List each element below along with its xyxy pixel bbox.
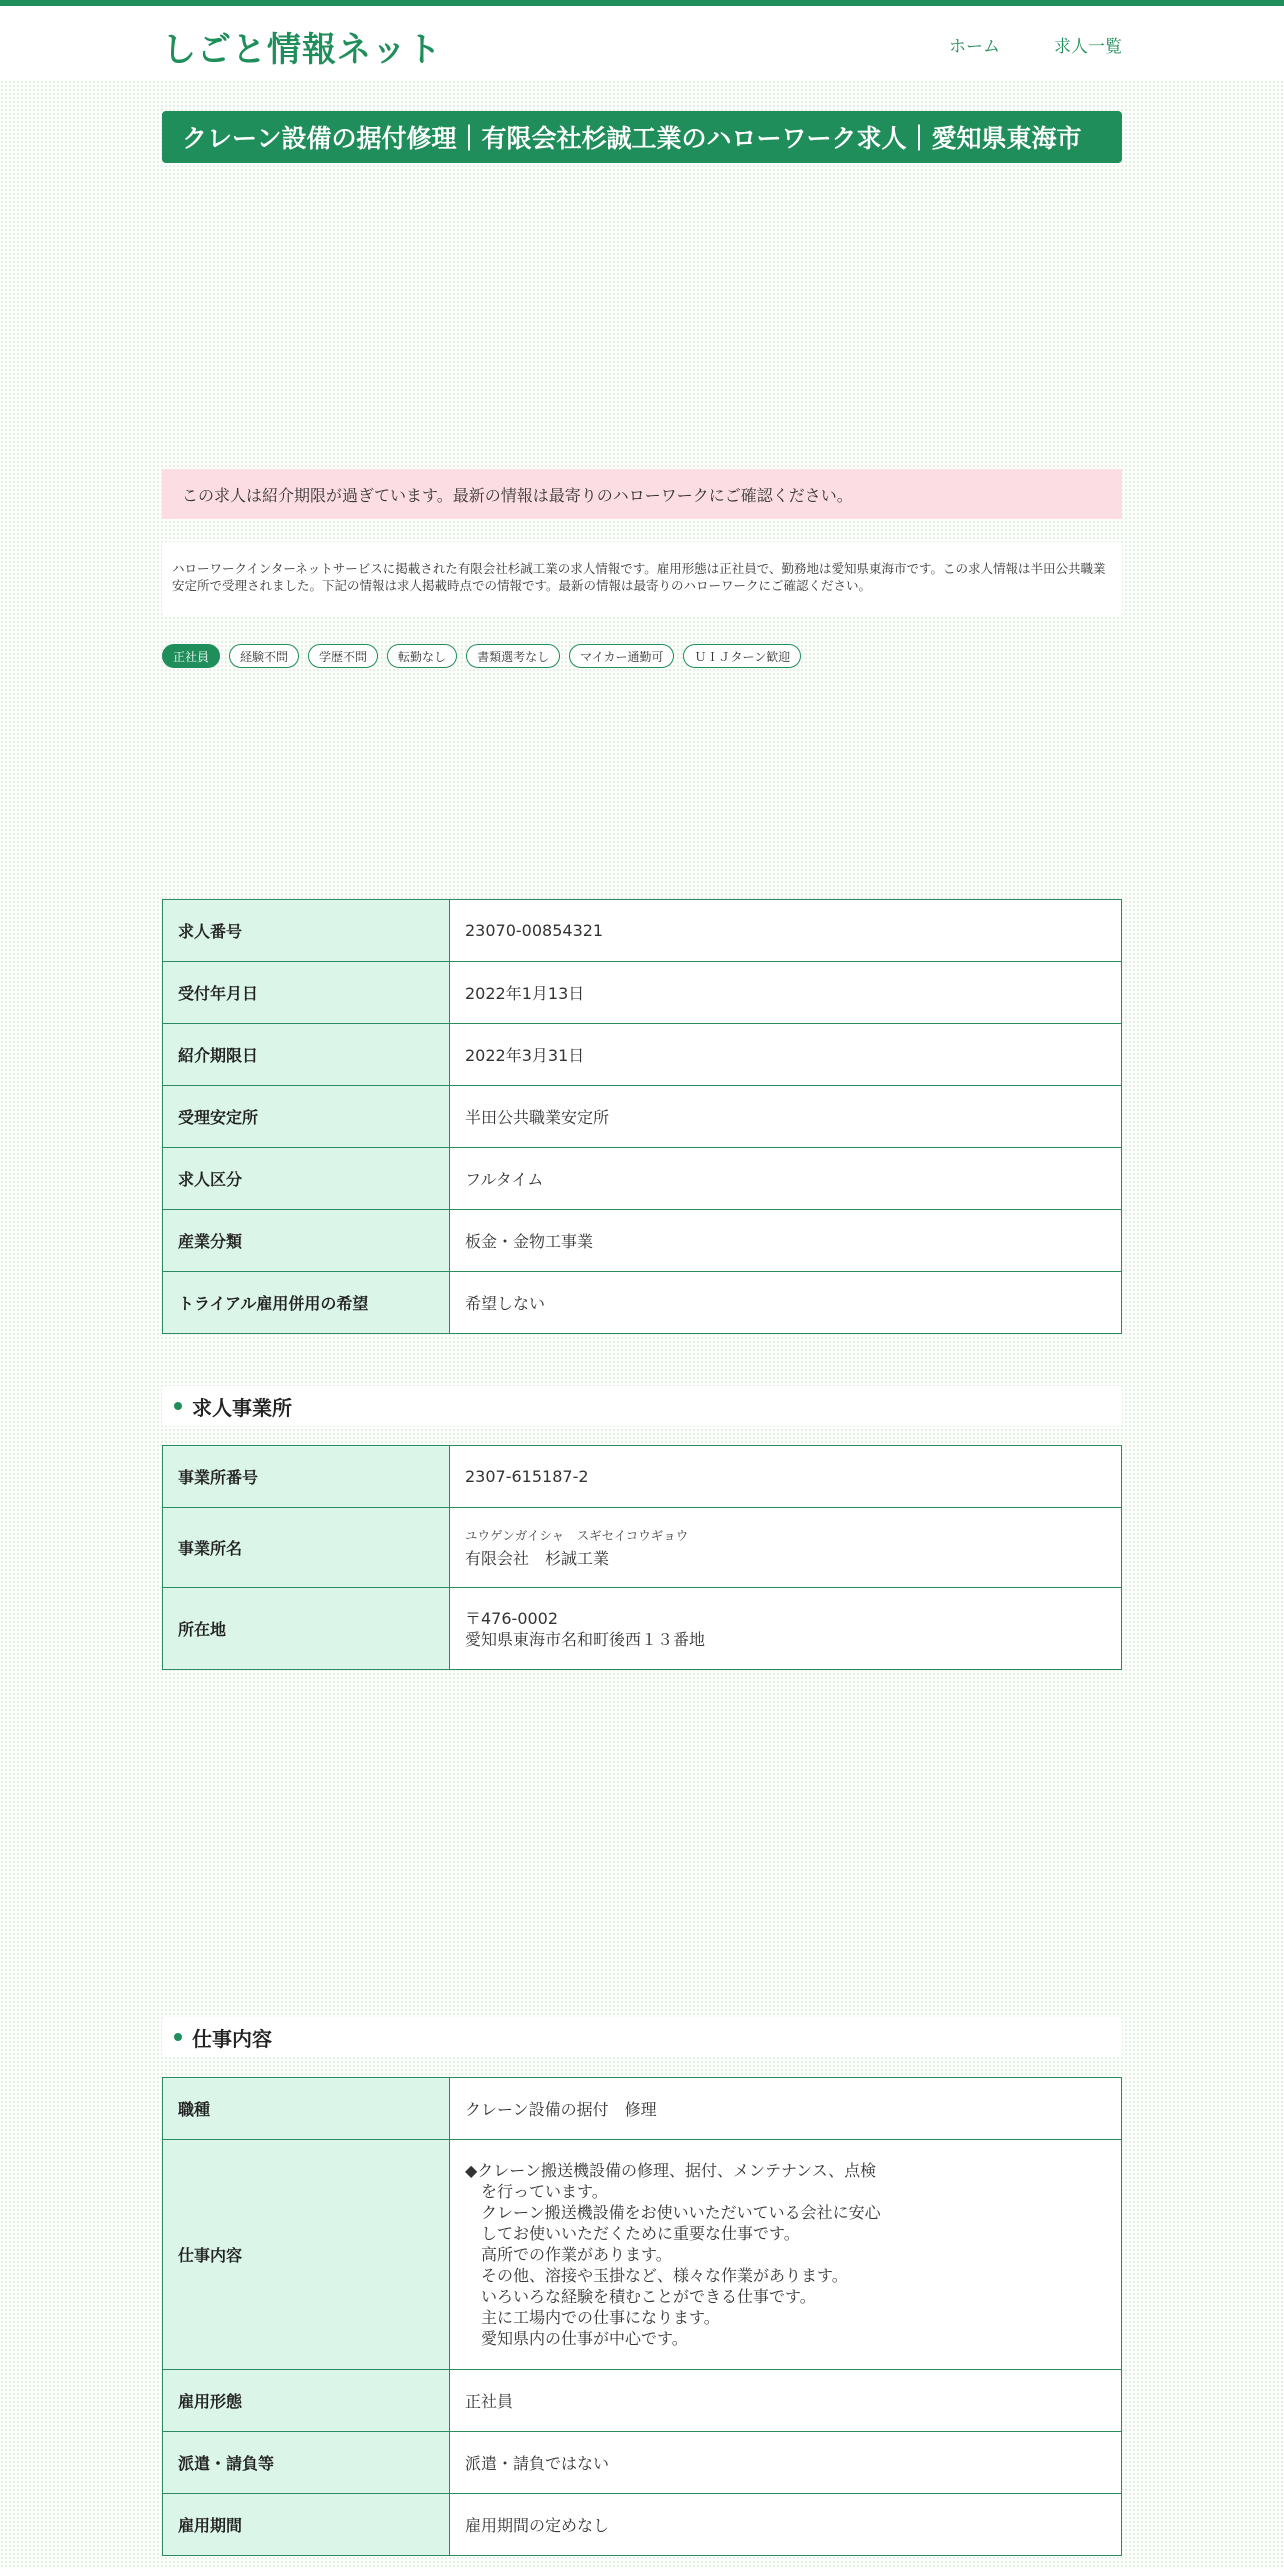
row-value: 雇用期間の定めなし [450,2494,1122,2556]
office-table [162,1445,1122,1670]
section-heading-office [162,1386,1122,1426]
tag-badge: マイカー通勤可 [569,644,674,668]
row-label: 仕事内容 [163,2140,450,2370]
tag-badge: ＵＩＪターン歓迎 [683,644,801,668]
postal-code: 〒476-0002 [465,1608,559,1628]
table-row [163,1588,1122,1670]
table-row [163,1086,1122,1148]
tag-badge: 転勤なし [387,644,457,668]
company-name: 有限会社 杉誠工業 [465,1549,610,1568]
row-label: トライアル雇用併用の希望 [163,1272,450,1334]
table-row [163,2370,1122,2432]
tag-badge: 書類選考なし [466,644,560,668]
summary-table-wrapper [162,899,1122,1334]
job-tags [162,644,1122,668]
row-value: 正社員 [450,2370,1122,2432]
table-row [163,2140,1122,2370]
page-title: クレーン設備の据付修理｜有限会社杉誠工業のハローワーク求人｜愛知県東海市 [162,111,1122,163]
row-label: 紹介期限日 [163,1024,450,1086]
table-row [163,1508,1122,1588]
table-row [163,900,1122,962]
company-name-kana: ユウゲンガイシャ スギセイコウギョウ [465,1528,689,1543]
table-row [163,1210,1122,1272]
section-heading-text: 求人事業所 [192,1395,292,1420]
site-logo-title[interactable]: しごと情報ネット [162,30,442,70]
row-label: 産業分類 [163,1210,450,1272]
section-heading-text: 仕事内容 [192,2026,272,2051]
row-value [450,1588,1122,1670]
row-value: 2022年3月31日 [450,1024,1122,1086]
row-label: 事業所番号 [163,1446,450,1508]
job-content-text: ◆クレーン搬送機設備の修理、据付、メンテナンス、点検 を行っています。 クレーン搬送機設備をお使いいただいている会社に安心 してお使いいただくために重要な仕事です。 高所での作業があります。 その他、溶接や玉掛など、様々な作業があります。 いろいろな経験を積むことができる仕事です。 主に工場内での仕事になります。 愛知県内の仕事が中心です。 [450,2140,1122,2370]
row-label: 求人区分 [163,1148,450,1210]
bullet-dot-icon [174,2033,182,2041]
row-value: 2022年1月13日 [450,962,1122,1024]
table-row [163,1148,1122,1210]
section-heading-job [162,2017,1122,2057]
row-label: 雇用期間 [163,2494,450,2556]
address-text: 愛知県東海市名和町後西１３番地 [465,1629,706,1649]
job-table-wrapper [162,2077,1122,2556]
row-label: 事業所名 [163,1508,450,1588]
row-value: 派遣・請負ではない [450,2432,1122,2494]
table-row [163,1446,1122,1508]
row-value: 2307-615187-2 [450,1446,1122,1508]
office-table-wrapper [162,1445,1122,1670]
table-row [163,2432,1122,2494]
row-value: フルタイム [450,1148,1122,1210]
tag-badge: 正社員 [162,644,220,668]
expired-alert: この求人は紹介期限が過ぎています。最新の情報は最寄りのハローワークにご確認ください。 [162,469,1122,519]
row-label: 雇用形態 [163,2370,450,2432]
table-row [163,1272,1122,1334]
row-label: 派遣・請負等 [163,2432,450,2494]
job-description-intro: ハローワークインターネットサービスに掲載された有限会社杉誠工業の求人情報です。雇用形態は正社員で、勤務地は愛知県東海市です。この求人情報は半田公共職業安定所で受理されました。下記の情報は求人掲載時点での情報です。最新の情報は最寄りのハローワークにご確認ください。 [162,542,1122,616]
row-value: 半田公共職業安定所 [450,1086,1122,1148]
summary-table [162,899,1122,1334]
row-label: 所在地 [163,1588,450,1670]
table-row [163,2494,1122,2556]
row-label: 求人番号 [163,900,450,962]
row-label: 職種 [163,2078,450,2140]
bullet-dot-icon [174,1402,182,1410]
row-value: 希望しない [450,1272,1122,1334]
row-label: 受理安定所 [163,1086,450,1148]
row-value: 23070-00854321 [450,900,1122,962]
site-header [0,6,1284,80]
row-label: 受付年月日 [163,962,450,1024]
table-row [163,2078,1122,2140]
row-value [450,1508,1122,1588]
job-table [162,2077,1122,2556]
table-row [163,1024,1122,1086]
table-row [163,962,1122,1024]
tag-badge: 学歴不問 [308,644,378,668]
row-value: クレーン設備の据付 修理 [450,2078,1122,2140]
tag-badge: 経験不問 [229,644,299,668]
row-value: 板金・金物工事業 [450,1210,1122,1272]
nav-job-list-link[interactable]: 求人一覧 [1054,37,1122,57]
global-nav [949,32,1122,57]
nav-home-link[interactable]: ホーム [949,37,1000,57]
